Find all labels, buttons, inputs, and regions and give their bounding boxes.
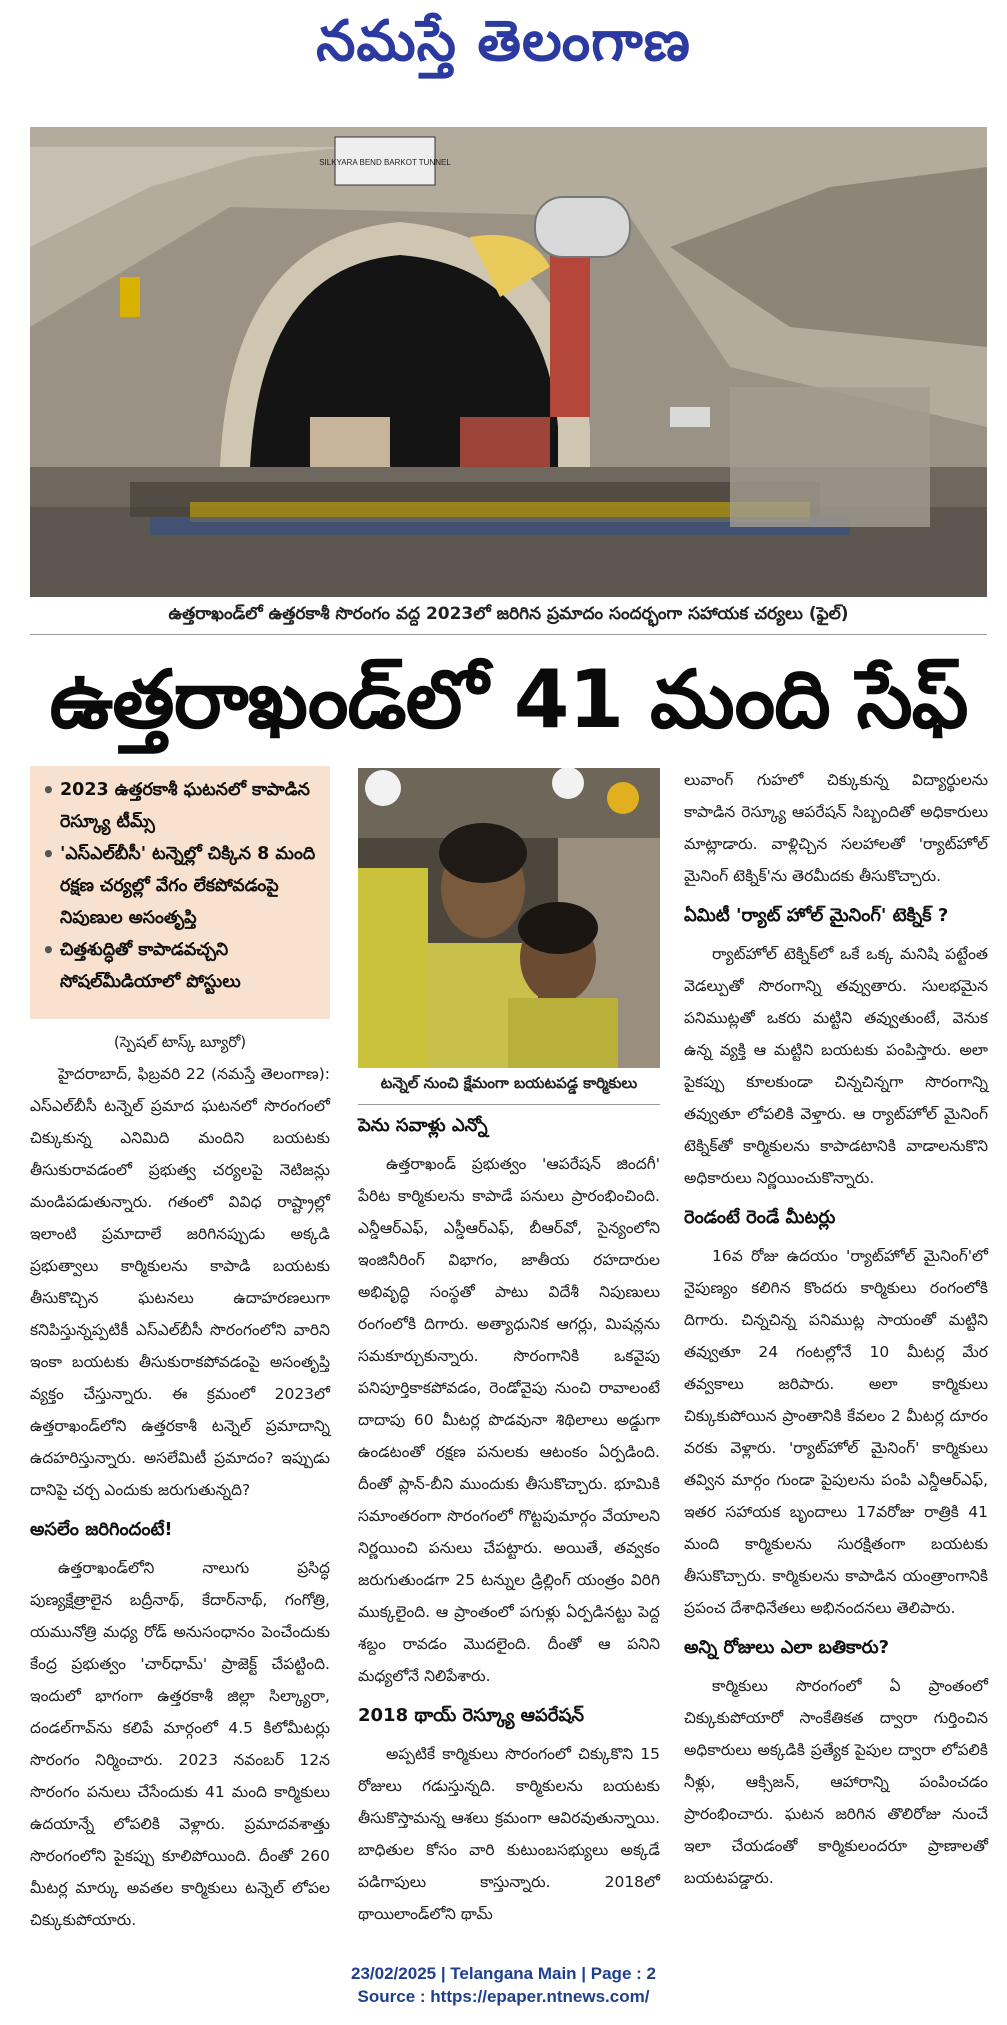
- main-photo-caption: ఉత్తరాఖండ్‌లో ఉత్తరకాశీ సొరంగం వద్ద 2023లో జరిగిన ప్రమాదం సందర్భంగా సహాయక చర్యలు (ఫైల్): [168, 604, 849, 624]
- subheading: అసలేం జరిగిందంటే!: [30, 1519, 173, 1540]
- paragraph: లువాంగ్ గుహలో చిక్కుకున్న విద్యార్థులను కాపాడిన రెస్క్యూ ఆపరేషన్ సిబ్బందితో అధికారులు మాట్లాడారు. వాళ్లిచ్చిన సలహాలతో 'ర్యాట్‌హోల్ మైనింగ్ టెక్నిక్'ను తెరమీదకు తీసుకొచ్చారు.: [684, 771, 988, 885]
- subheading: ఏమిటీ 'ర్యాట్ హోల్ మైనింగ్' టెక్నిక్ ?: [684, 905, 949, 926]
- article-column-3: [684, 764, 988, 1894]
- article-column-1: [30, 1026, 330, 1936]
- newspaper-masthead: నమస్తే తెలంగాణ: [316, 8, 691, 74]
- headline: ఉత్తరాఖండ్‌లో 41 మంది సేఫ్: [49, 653, 968, 746]
- paragraph: హైదరాబాద్, ఫిబ్రవరి 22 (నమస్తే తెలంగాణ): ఎస్‌ఎల్‌బీసీ టన్నెల్ ప్రమాద ఘటనలో సొరంగంలో చిక్కుకున్న ఎనిమిది మందిని బయటకు తీసుకురావడంలో ప్రభుత్వ చర్యలపై నెటిజన్లు మండిపడుతున్నారు. గతంలో వివిధ రాష్ట్రాల్లో ఇలాంటి ప్రమాదాలే జరిగినప్పుడు అక్కడి ప్రభుత్వాలు కార్మికులను కాపాడి బయటకు తీసుకొచ్చిన ఘటనలు ఉదాహరణలుగా కనిపిస్తున్నప్పటికీ ఎస్‌ఎల్‌బీసీ సొరంగంలోని వారిని ఇంకా బయటకు తీసుకురాకపోవడంపై అసంతృప్తి వ్యక్తం చేస్తున్నారు. ఈ క్రమంలో 2023లో ఉత్తరాఖండ్‌లోని ఉత్తరకాశీ టన్నెల్ ప్రమాదాన్ని ఉదహరిస్తున్నారు. అసలేమిటీ ప్రమాదం? ఇప్పుడు దానిపై చర్చ ఎందుకు జరుగుతున్నది?: [30, 1065, 330, 1499]
- divider-inset: [358, 1104, 660, 1105]
- paragraph: కార్మికులు సొరంగంలో ఏ ప్రాంతంలో చిక్కుకుపోయారో సాంకేతికత ద్వారా గుర్తించిన అధికారులు అక్కడికి ప్రత్యేక పైపుల ద్వారా లోపలికి నీళ్లు, ఆక్సిజన్, ఆహారాన్ని పంపించడం ప్రారంభించారు. ఘటన జరిగిన తొలిరోజు నుంచే ఇలా చేయడంతో కార్మికులందరూ ప్రాణాలతో బయటపడ్డారు.: [684, 1677, 988, 1887]
- tunnel-rescue-photo: [30, 127, 987, 597]
- inset-photo-caption: టన్నెల్ నుంచి క్షేమంగా బయటపడ్డ కార్మికులు: [380, 1074, 638, 1092]
- highlight-item: • చిత్తశుద్ధితో కాపాడవచ్చని సోషల్‌మీడియాలో పోస్టులు: [40, 934, 320, 998]
- paragraph: అప్పటికే కార్మికులు సొరంగంలో చిక్కుకొని 15 రోజులు గడుస్తున్నది. కార్మికులను బయటకు తీసుకొస్తామన్న ఆశలు క్రమంగా ఆవిరవుతున్నాయి. బాధితుల కోసం వారి కుటుంబసభ్యులు అక్కడే పడిగాపులు కాస్తున్నారు. 2018లో థాయిలాండ్‌లోని థామ్: [358, 1745, 660, 1923]
- highlight-item: • 'ఎస్‌ఎల్‌బీసీ' టన్నెల్లో చిక్కిన 8 మంది రక్షణ చర్యల్లో వేగం లేకపోవడంపై నిపుణుల అసంతృప్తి: [40, 838, 320, 934]
- source-link[interactable]: Source : https://epaper.ntnews.com/: [357, 1987, 650, 2006]
- paragraph: ఉత్తరాఖండ్‌లోని నాలుగు ప్రసిద్ధ పుణ్యక్షేత్రాలైన బద్రీనాథ్, కేదార్‌నాథ్, గంగోత్రి, యమునోత్రి మధ్య రోడ్ అనుసంధానం పెంచేందుకు కేంద్ర ప్రభుత్వం 'చార్‌ధామ్' ప్రాజెక్ట్ చేపట్టింది. ఇందులో భాగంగా ఉత్తరకాశీ జిల్లా సిల్క్యారా, దండల్‌గావ్‌ను కలిపే మార్గంలో 4.5 కిలోమీటర్లు సొరంగం నిర్మించారు. 2023 నవంబర్ 12న సొరంగం పనులు చేసేందుకు 41 మంది కార్మికులు ఉదయాన్నే లోపలికి వెళ్లారు. ప్రమాదవశాత్తు సొరంగంలోని పైకప్పు కూలిపోయింది. దీంతో 260 మీటర్ల మార్కు అవతల కార్మికులు టన్నెల్ లోపల చిక్కుకుపోయారు.: [30, 1559, 330, 1929]
- highlight-item: • 2023 ఉత్తరకాశీ ఘటనలో కాపాడిన రెస్క్యూ టీమ్స్: [40, 774, 320, 838]
- article-column-2: [358, 1110, 660, 1930]
- divider-top: [30, 634, 987, 635]
- subheading: అన్ని రోజులు ఎలా బతికారు?: [684, 1637, 890, 1658]
- byline: (స్పెషల్ టాస్క్ బ్యూరో): [113, 1033, 247, 1051]
- subheading: పెను సవాళ్లు ఎన్నో: [358, 1115, 488, 1136]
- page-footer: [0, 1962, 1007, 2008]
- paragraph: ఉత్తరాఖండ్ ప్రభుత్వం 'ఆపరేషన్ జిందగీ' పేరిట కార్మికులను కాపాడే పనులు ప్రారంభించింది. ఎన్డీఆర్ఎఫ్, ఎస్డీఆర్ఎఫ్, బీఆర్‌వో, సైన్యంలోని ఇంజినీరింగ్ విభాగం, జాతీయ రహదారుల అభివృద్ధి సంస్థతో పాటు విదేశీ నిపుణులు రంగంలోకి దిగారు. అత్యాధునిక ఆగర్లు, మిషన్లను సమకూర్చుకున్నారు. సొరంగానికి ఒకవైపు పనిపూర్తికాకపోవడం, రెండోవైపు నుంచి రావాలంటే దాదాపు 60 మీటర్ల పొడవునా శిథిలాలు అడ్డుగా ఉండటంతో రక్షణ పనులకు ఆటంకం ఏర్పడింది. దీంతో ప్లాన్-బీని ముందుకు తీసుకొచ్చారు. భూమికి సమాంతరంగా సొరంగంలో గొట్టపుమార్గం వేయాలని నిర్ణయించి పనులు చేపట్టారు. అయితే, తవ్వకం జరుగుతుండగా 25 టన్నుల డ్రిల్లింగ్ యంత్రం విరిగి ముక్కలైంది. ఆ ప్రాంతంలో పగుళ్లు ఏర్పడినట్టు పెద్ద శబ్దం రావడం మొదలైంది. దీంతో ఆ పనిని మధ్యలోనే నిలిపేశారు.: [358, 1155, 660, 1685]
- subheading: రెండంటే రెండే మీటర్లు: [684, 1207, 836, 1228]
- paragraph: ర్యాట్‌హోల్ టెక్నిక్‌లో ఒకే ఒక్క మనిషి పట్టేంత వెడల్పుతో సొరంగాన్ని తవ్వుతారు. సులభమైన పనిముట్లతో ఒకరు మట్టిని తవ్వుతుంటే, వెనుక ఉన్న వ్యక్తి ఆ మట్టిని బయటకు పంపిస్తారు. అలా పైకప్పు కూలకుండా చిన్నచిన్నగా సొరంగాన్ని తవ్వుతూ లోపలికి వెళ్తారు. ఆ ర్యాట్‌హోల్ మైనింగ్ టెక్నిక్‌తో కార్మికులను కాపాడటానికి వాడాలనుకొని అధికారులు నిర్ణయించుకొన్నారు.: [684, 945, 988, 1187]
- highlights-box: [30, 766, 330, 1019]
- paragraph: 16వ రోజు ఉదయం 'ర్యాట్‌హోల్ మైనింగ్'లో నైపుణ్యం కలిగిన కొందరు కార్మికులు రంగంలోకి దిగారు. చిన్నచిన్న పనిముట్ల సాయంతో మట్టిని తవ్వుతూ 24 గంటల్లోనే 10 మీటర్ల మేర తవ్వకాలు జరిపారు. అలా కార్మికులు చిక్కుకుపోయిన ప్రాంతానికి కేవలం 2 మీటర్ల దూరం వరకు వెళ్లారు. 'ర్యాట్‌హోల్ మైనింగ్' కార్మికులు తవ్విన మార్గం గుండా పైపులను పంపి ఎన్డీఆర్ఎఫ్, ఇతర సహాయక బృందాలు 17వరోజు రాత్రికి 41 మంది కార్మికులను సురక్షితంగా బయటకు తీసుకొచ్చారు. కార్మికులను కాపాడిన యంత్రాంగానికి ప్రపంచ దేశాధినేతలు అభినందనలు తెలిపారు.: [684, 1247, 988, 1617]
- edition-info: 23/02/2025 | Telangana Main | Page : 2: [351, 1964, 656, 1983]
- subheading: 2018 థాయ్ రెస్క్యూ ఆపరేషన్: [358, 1705, 584, 1726]
- rescued-workers-photo: [358, 768, 660, 1068]
- tunnel-sign: SILKYARA BEND BARKOT TUNNEL: [319, 158, 451, 167]
